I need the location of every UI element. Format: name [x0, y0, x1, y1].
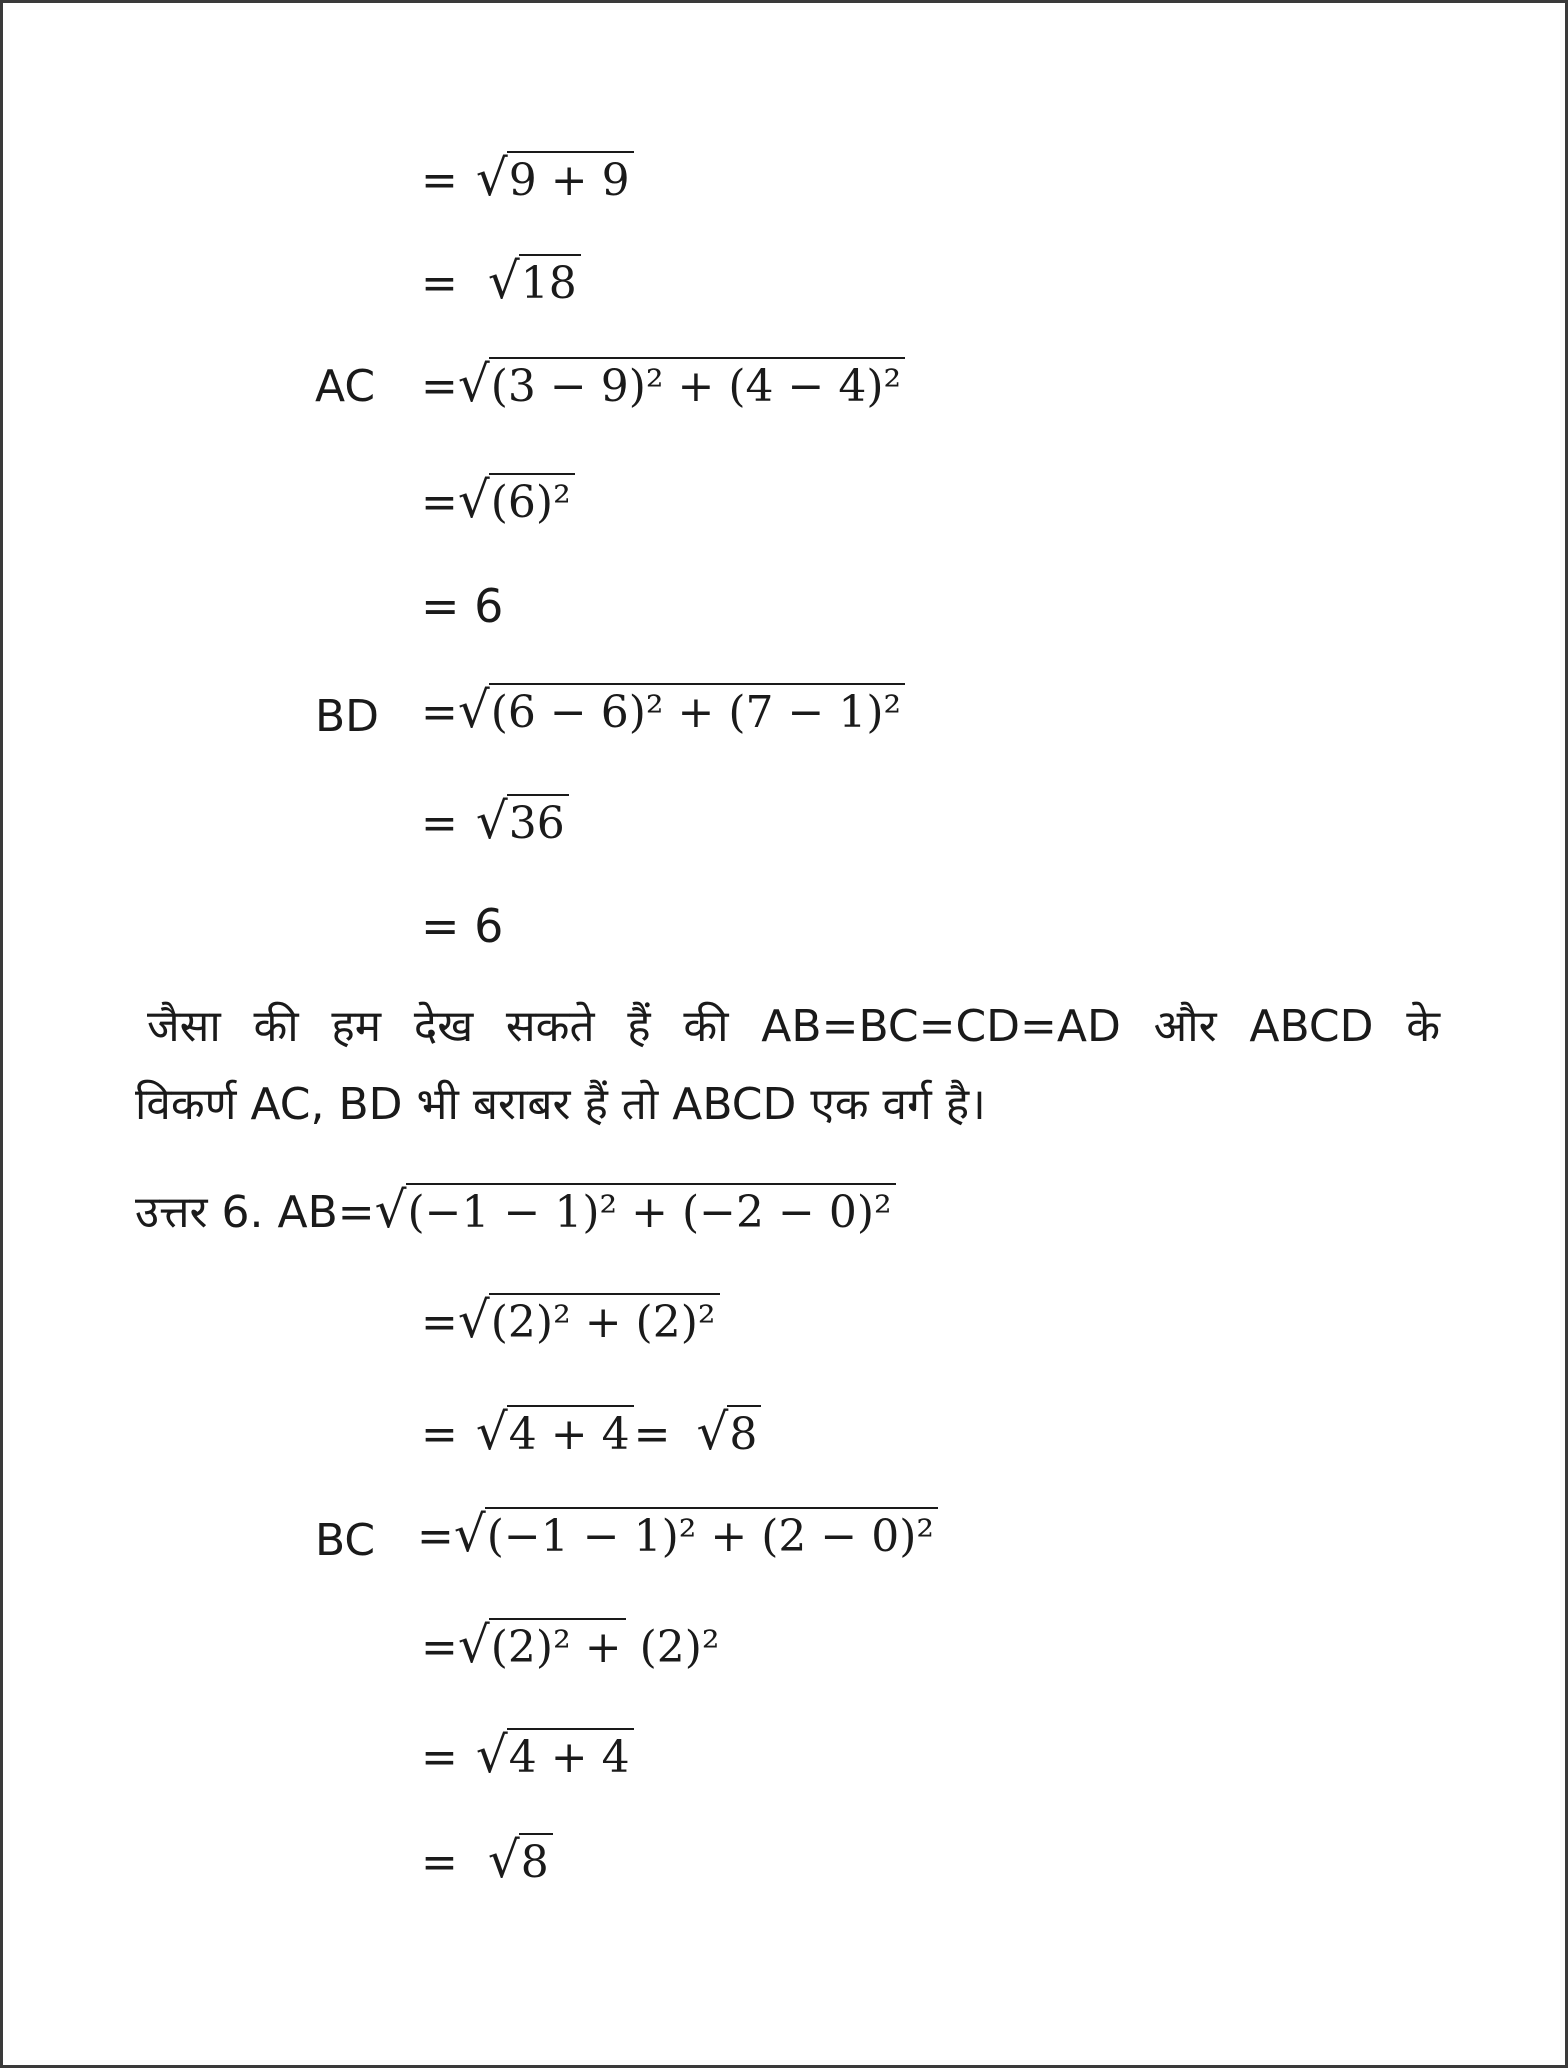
paragraph-line: जैसा की हम देख सकते हैं की AB=BC=CD=AD और ABCD के: [147, 1001, 1440, 1052]
math-line: [421, 252, 581, 310]
radicand: (2)² +: [489, 1618, 626, 1670]
math-line: [421, 1291, 720, 1349]
answer-6-prefix: उत्तर 6. AB=: [135, 1187, 375, 1238]
math-line: = 6: [421, 579, 504, 633]
square-root: [487, 1831, 553, 1889]
equals-sign: =: [421, 361, 458, 412]
equals-sign: =: [421, 1297, 458, 1348]
math-line: [417, 1505, 938, 1563]
radicand: 4 + 4: [507, 1405, 634, 1457]
radicand: 8: [519, 1833, 553, 1885]
radicand: 36: [507, 794, 569, 846]
radicand: 9 + 9: [507, 151, 634, 203]
square-root: [475, 149, 634, 207]
math-line: [421, 681, 905, 739]
square-root: [457, 1291, 720, 1349]
math-line: [421, 149, 634, 207]
math-line: = 6: [421, 899, 504, 953]
math-line: [421, 471, 575, 529]
radicand: (−1 − 1)² + (−2 − 0)²: [406, 1183, 896, 1235]
radical-icon: √: [457, 1616, 490, 1674]
radical-icon: √: [487, 252, 520, 310]
radical-icon: √: [457, 681, 490, 739]
equals-sign: =: [421, 477, 458, 528]
math-line: [421, 1616, 720, 1674]
equals-sign: =: [421, 687, 458, 738]
bc-label: BC: [315, 1515, 376, 1566]
radical-icon: √: [475, 149, 508, 207]
square-root: [453, 1505, 938, 1563]
math-line: [421, 1726, 634, 1784]
square-root: [475, 1726, 634, 1784]
square-root: [696, 1403, 761, 1461]
radical-icon: √: [475, 1403, 508, 1461]
math-term: (2)²: [625, 1622, 720, 1673]
square-root: [457, 681, 905, 739]
square-root: [457, 1616, 626, 1674]
square-root: [457, 471, 575, 529]
radical-icon: √: [487, 1831, 520, 1889]
equals-sign: =: [421, 1732, 458, 1783]
radicand: 8: [727, 1405, 761, 1457]
radical-icon: √: [457, 355, 490, 413]
radical-icon: √: [696, 1403, 729, 1461]
radicand: (−1 − 1)² + (2 − 0)²: [485, 1507, 938, 1559]
equals-sign: =: [421, 798, 458, 849]
square-root: [475, 1403, 634, 1461]
equals-sign: =: [421, 1409, 458, 1460]
equals-sign: =: [417, 1511, 454, 1562]
math-line: [421, 1403, 761, 1461]
radicand: (3 − 9)² + (4 − 4)²: [489, 357, 905, 409]
equals-sign: =: [421, 155, 458, 206]
radical-icon: √: [475, 792, 508, 850]
square-root: [457, 355, 905, 413]
radicand: (2)² + (2)²: [489, 1293, 720, 1345]
equals-sign: =: [633, 1409, 671, 1460]
radicand: (6 − 6)² + (7 − 1)²: [489, 683, 905, 735]
radical-icon: √: [453, 1505, 486, 1563]
equals-sign: =: [421, 1622, 458, 1673]
square-root: [475, 792, 569, 850]
radicand: 4 + 4: [507, 1728, 634, 1780]
square-root: [487, 252, 581, 310]
conclusion-paragraph: [135, 988, 1440, 1144]
radical-icon: √: [475, 1726, 508, 1784]
radicand: (6)²: [489, 473, 575, 525]
answer-6-line: [135, 1181, 896, 1239]
math-line: [421, 792, 569, 850]
radical-icon: √: [374, 1181, 407, 1239]
math-line: [421, 355, 905, 413]
equals-sign: =: [421, 1837, 458, 1888]
radical-icon: √: [457, 1291, 490, 1349]
paragraph-line: विकर्ण AC, BD भी बराबर हैं तो ABCD एक वर्ग है।: [135, 1079, 986, 1130]
math-line: [421, 1831, 553, 1889]
bd-label: BD: [315, 691, 380, 742]
radicand: 18: [519, 254, 581, 306]
equals-sign: =: [421, 258, 458, 309]
ac-label: AC: [315, 361, 376, 412]
square-root: [374, 1181, 896, 1239]
radical-icon: √: [457, 471, 490, 529]
